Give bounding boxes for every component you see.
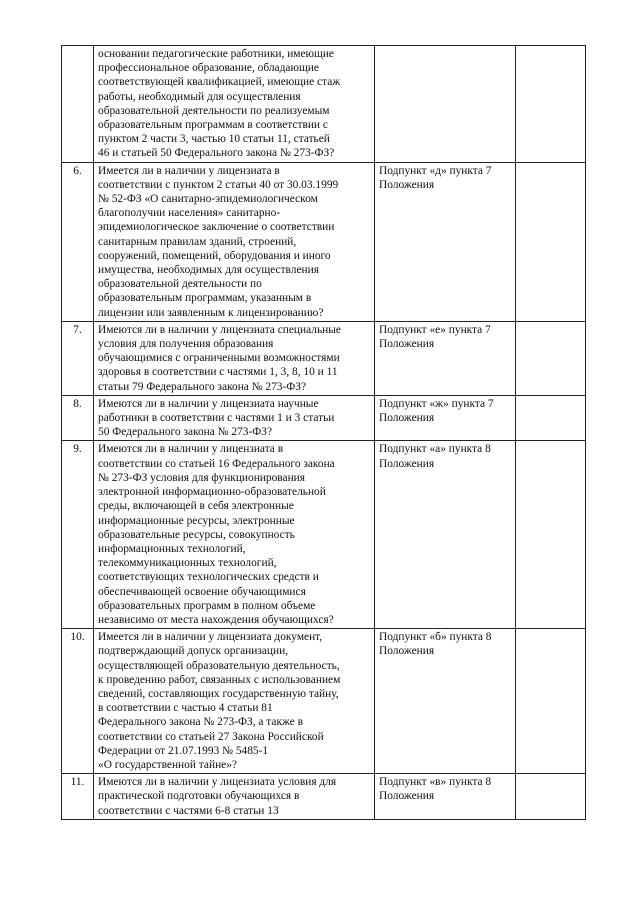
question-cell <box>94 162 375 321</box>
question-line: статьи 79 Федерального закона № 273-ФЗ? <box>98 380 307 393</box>
question-line: здоровья в соответствии с частями 1, 3, 8, 10 и 11 <box>98 366 338 379</box>
table-row <box>62 46 586 163</box>
question-line: № 52-ФЗ «О санитарно-эпидемиологическом <box>98 193 318 206</box>
question-line: электронной информационно-образовательной <box>98 486 326 499</box>
question-line: соответствии с частями 6-8 статьи 13 <box>98 804 279 817</box>
reference-line: Положения <box>379 790 435 803</box>
table-row <box>62 321 586 395</box>
reference-cell <box>375 629 516 774</box>
question-line: 46 и статьей 50 Федерального закона № 273-ФЗ? <box>98 147 335 160</box>
question-line: пунктом 2 части 3, частью 10 статьи 11, статьей <box>98 133 330 146</box>
reference-line: Подпункт «а» пункта 8 <box>379 443 491 456</box>
reference-line: Положения <box>379 645 435 658</box>
reference-line: Положения <box>379 457 435 470</box>
question-line: основании педагогические работники, имеющие <box>98 48 334 60</box>
question-line: среды, включающей в себя электронные <box>98 500 294 513</box>
question-line: Имеются ли в наличии у лицензиата условия для <box>98 776 337 789</box>
reference-line: Подпункт «в» пункта 8 <box>379 776 492 789</box>
table-row <box>62 162 586 321</box>
question-line: образовательным программам в соответствии с <box>98 119 328 132</box>
table-row <box>62 395 586 441</box>
answer-cell <box>516 162 586 321</box>
question-line: соответствии со статьей 16 Федерального закона <box>98 457 335 470</box>
table-row <box>62 629 586 774</box>
question-line: независимо от места нахождения обучающихся? <box>98 613 334 626</box>
question-line: телекоммуникационных технологий, <box>98 557 277 570</box>
question-line: 50 Федерального закона № 273-ФЗ? <box>98 426 273 439</box>
checklist-table <box>61 45 586 820</box>
reference-cell <box>375 162 516 321</box>
question-line: подтверждающий допуск организации, <box>98 645 289 658</box>
question-line: имущества, необходимых для осуществления <box>98 264 319 277</box>
question-line: образовательной деятельности по <box>98 278 262 291</box>
answer-cell <box>516 321 586 395</box>
reference-line: Подпункт «д» пункта 7 <box>379 164 492 177</box>
reference-line: Положения <box>379 338 435 351</box>
question-line: образовательные ресурсы, совокупность <box>98 528 295 541</box>
question-line: образовательным программам, указанным в <box>98 292 312 305</box>
reference-cell <box>375 774 516 820</box>
question-line: сооружений, помещений, оборудования и иного <box>98 249 331 262</box>
question-line: благополучии населения» санитарно- <box>98 207 281 220</box>
question-line: соответствующих технологических средств и <box>98 571 319 584</box>
question-line: профессиональное образование, обладающие <box>98 62 319 75</box>
question-line: обучающимися с ограниченными возможностями <box>98 352 340 365</box>
question-line: практической подготовки обучающихся в <box>98 790 300 803</box>
question-cell <box>94 441 375 629</box>
reference-line: Положения <box>379 178 435 191</box>
question-cell <box>94 629 375 774</box>
question-line: Федерации от 21.07.1993 № 5485-1 <box>98 744 269 757</box>
question-line: соответствующей квалификацией, имеющие стаж <box>98 76 341 89</box>
table-row <box>62 441 586 629</box>
question-line: работы, необходимый для осуществления <box>98 90 301 103</box>
row-number: 11. <box>62 774 94 820</box>
question-line: в соответствии с частью 4 статьи 81 <box>98 702 273 715</box>
question-line: условия для получения образования <box>98 338 274 351</box>
row-number: 10. <box>62 629 94 774</box>
reference-cell <box>375 46 516 163</box>
question-cell <box>94 321 375 395</box>
question-line: образовательной деятельности по реализуемым <box>98 104 330 117</box>
answer-cell <box>516 46 586 163</box>
checklist-table-body <box>62 46 586 820</box>
question-line: Имеются ли в наличии у лицензиата специальные <box>98 323 341 336</box>
question-line: лицензии или заявленным к лицензированию? <box>98 306 324 319</box>
row-number <box>62 46 94 163</box>
question-cell <box>94 774 375 820</box>
reference-line: Подпункт «б» пункта 8 <box>379 631 492 644</box>
reference-line: Подпункт «е» пункта 7 <box>379 323 491 336</box>
question-line: обеспечивающей освоение обучающимися <box>98 585 306 598</box>
answer-cell <box>516 629 586 774</box>
question-line: Имеется ли в наличии у лицензиата документ, <box>98 631 323 644</box>
question-line: соответствии с пунктом 2 статьи 40 от 30.03.1999 <box>98 178 339 191</box>
table-row <box>62 774 586 820</box>
reference-line: Положения <box>379 412 435 425</box>
question-line: информационных технологий, <box>98 542 246 555</box>
row-number: 9. <box>62 441 94 629</box>
question-line: осуществляющей образовательную деятельность, <box>98 659 340 672</box>
question-line: соответствии со статьей 27 Закона Российской <box>98 730 324 743</box>
row-number: 6. <box>62 162 94 321</box>
question-line: информационные ресурсы, электронные <box>98 514 295 527</box>
reference-cell <box>375 395 516 441</box>
answer-cell <box>516 441 586 629</box>
row-number: 7. <box>62 321 94 395</box>
question-line: работники в соответствии с частями 1 и 3 статьи <box>98 412 335 425</box>
reference-cell <box>375 321 516 395</box>
question-line: санитарным правилам зданий, строений, <box>98 235 297 248</box>
question-line: Имеются ли в наличии у лицензиата научные <box>98 397 319 410</box>
question-line: Имеется ли в наличии у лицензиата в <box>98 164 280 177</box>
question-line: «О государственной тайне»? <box>98 758 237 771</box>
row-number: 8. <box>62 395 94 441</box>
question-line: сведений, составляющих государственную тайну, <box>98 687 339 700</box>
question-cell <box>94 395 375 441</box>
question-line: № 273-ФЗ условия для функционирования <box>98 471 306 484</box>
question-line: Федерального закона № 273-ФЗ, а также в <box>98 716 304 729</box>
question-line: к проведению работ, связанных с использованием <box>98 673 341 686</box>
answer-cell <box>516 395 586 441</box>
reference-cell <box>375 441 516 629</box>
reference-line: Подпункт «ж» пункта 7 <box>379 397 494 410</box>
question-line: образовательных программ в полном объеме <box>98 599 316 612</box>
question-cell <box>94 46 375 163</box>
question-line: эпидемиологическое заключение о соответствии <box>98 221 335 234</box>
answer-cell <box>516 774 586 820</box>
question-line: Имеются ли в наличии у лицензиата в <box>98 443 284 456</box>
